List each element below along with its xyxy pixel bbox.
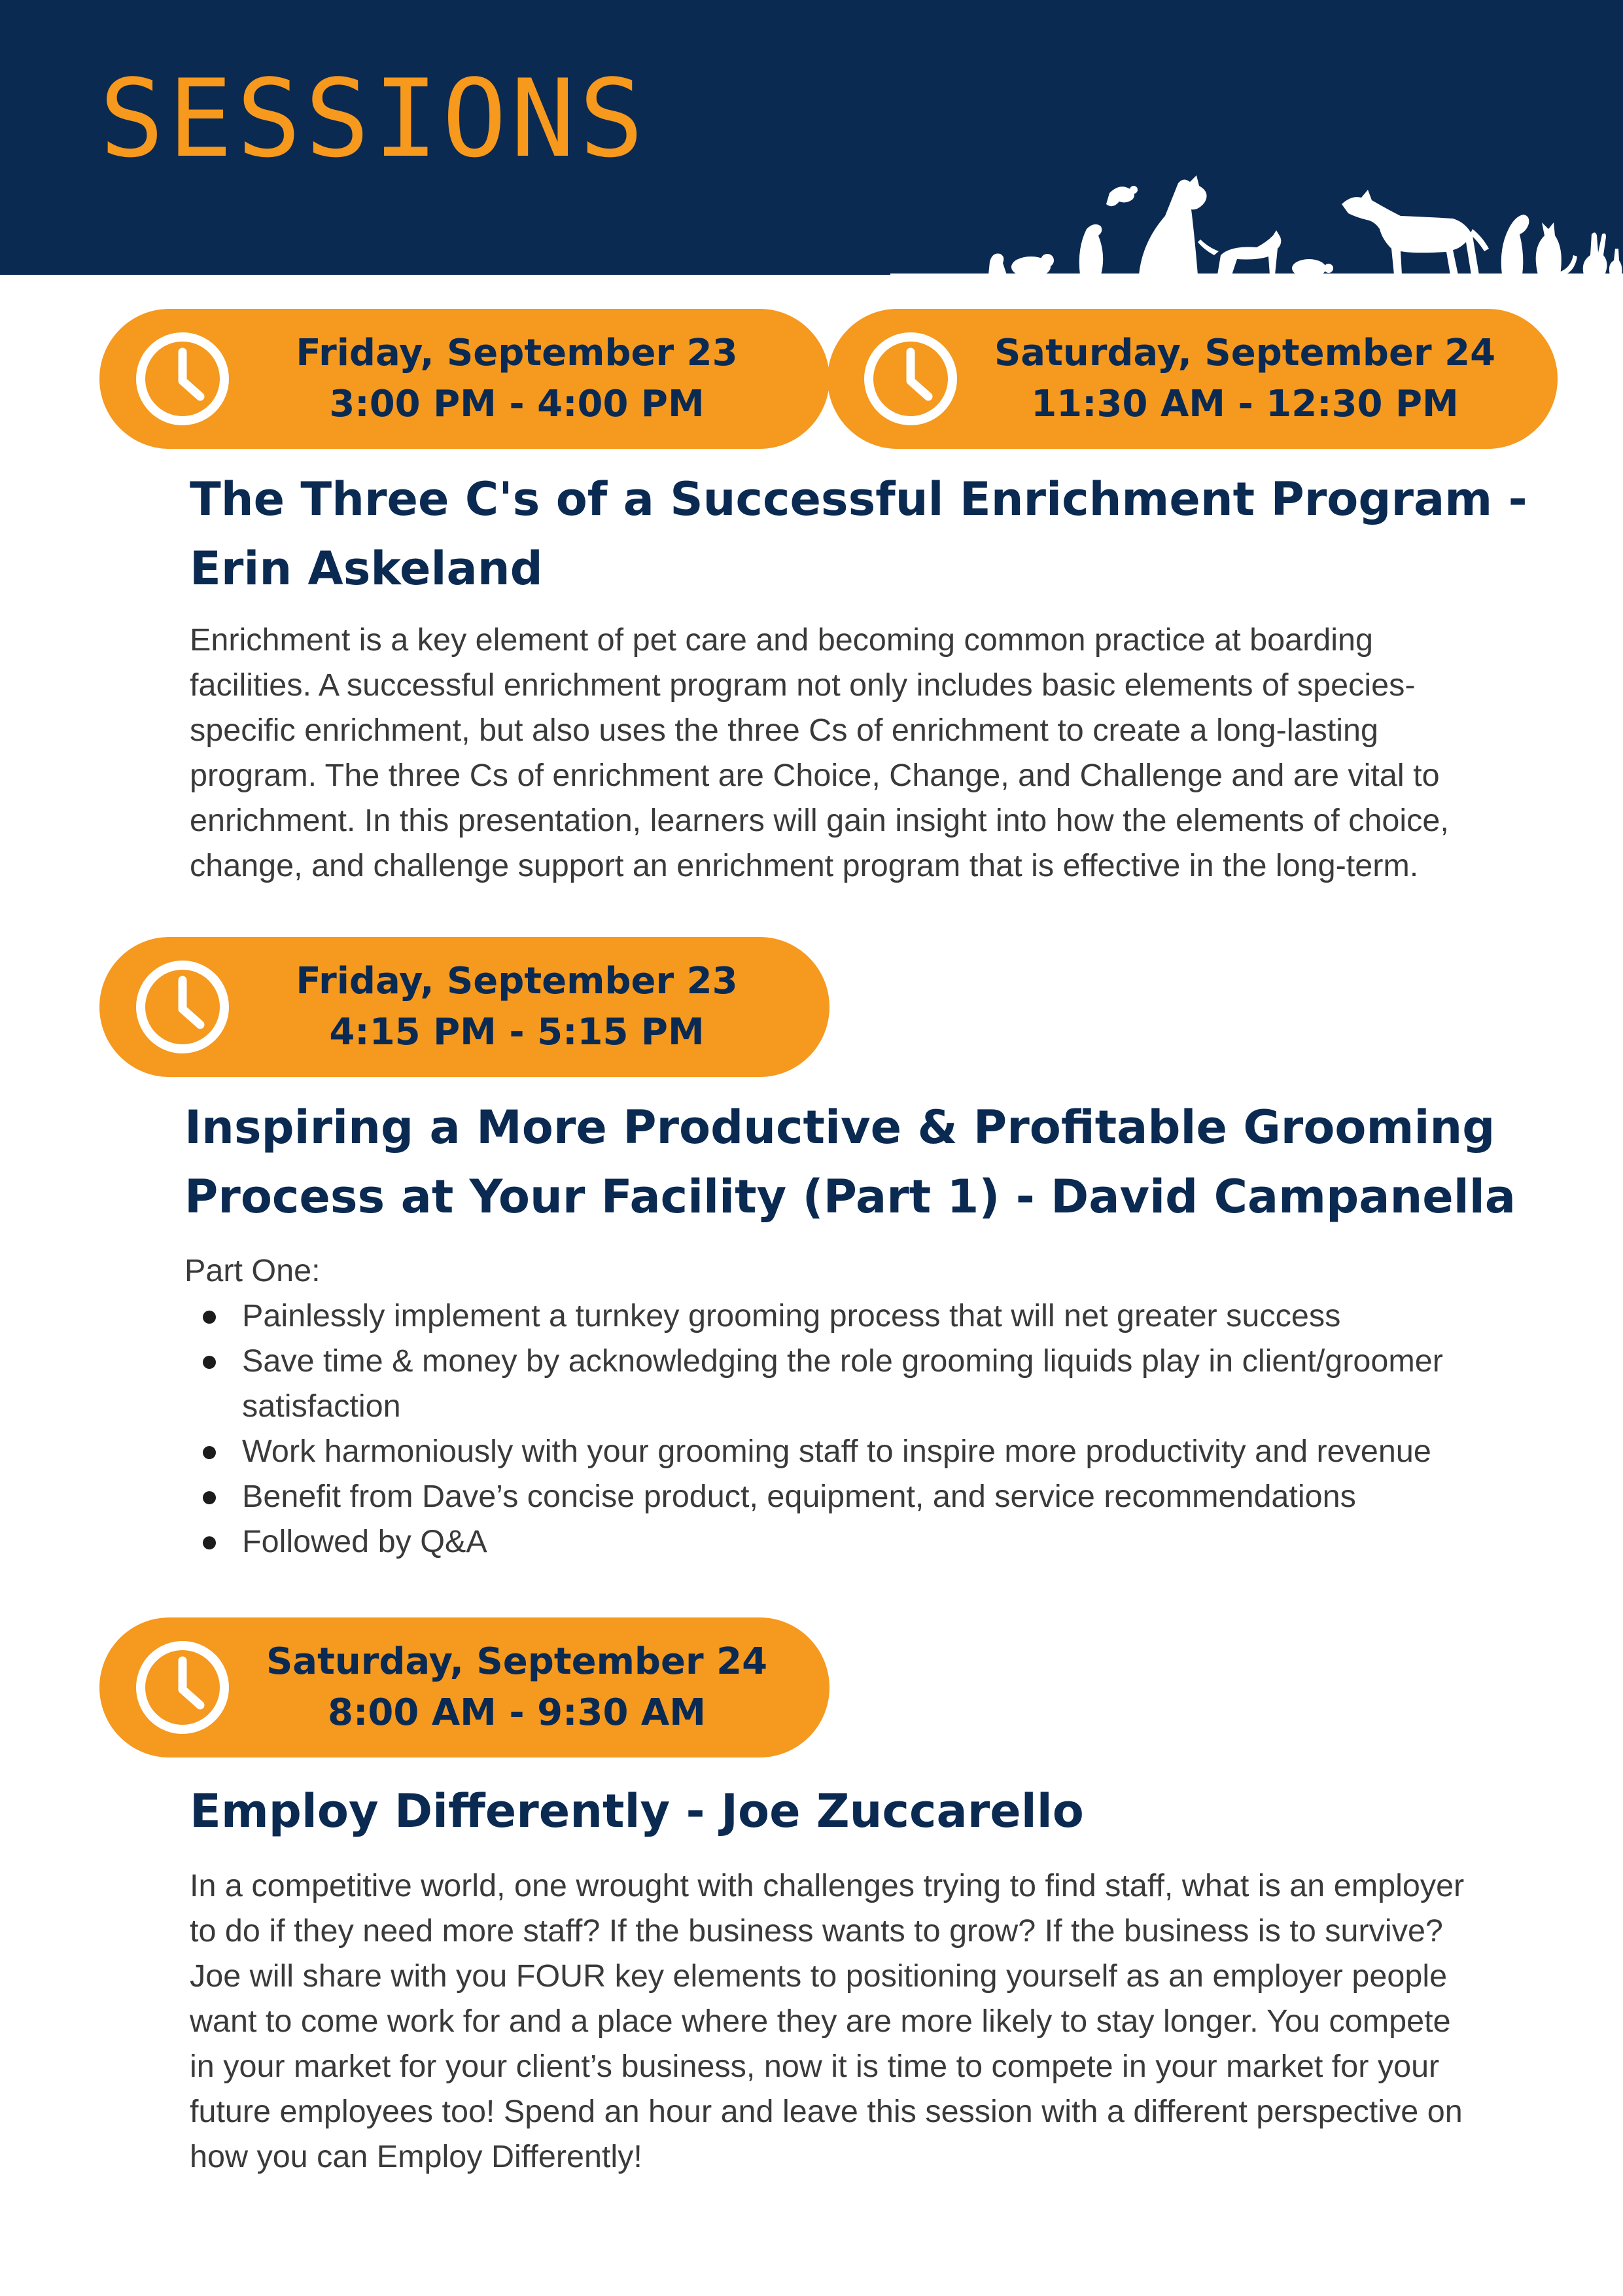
title-line: Process at Your Facility (Part 1) - David Campanella bbox=[184, 1170, 1516, 1224]
description-line: want to come work for and a place where they are more likely to stay longer. You compete bbox=[190, 2004, 1451, 2039]
title-line: Inspiring a More Productive & Profitable Grooming bbox=[184, 1101, 1495, 1154]
bullet-icon bbox=[203, 1491, 216, 1504]
session1-time-text-1 bbox=[230, 309, 803, 449]
session-time: 4:15 PM - 5:15 PM bbox=[329, 1011, 705, 1053]
description-line: In a competitive world, one wrought with challenges trying to find staff, what is an employer bbox=[190, 1868, 1465, 1903]
clock-icon bbox=[863, 331, 958, 427]
session-date: Saturday, September 24 bbox=[266, 1640, 768, 1683]
session1-time-badge-1 bbox=[99, 309, 829, 449]
session-time: 3:00 PM - 4:00 PM bbox=[329, 383, 705, 425]
session1-time-badge-2 bbox=[828, 309, 1558, 449]
bullet-icon bbox=[203, 1536, 216, 1549]
description-line: program. The three Cs of enrichment are Choice, Change, and Challenge and are vital to bbox=[190, 758, 1440, 793]
list-item: Save time & money by acknowledging the role grooming liquids play in client/groomer satisfaction bbox=[203, 1339, 1550, 1429]
session-date: Saturday, September 24 bbox=[994, 332, 1496, 374]
bullet-icon bbox=[203, 1356, 216, 1369]
session1-description bbox=[190, 618, 1537, 889]
animals-silhouette-icon bbox=[890, 164, 1623, 278]
session2-time-text bbox=[230, 937, 803, 1077]
session1-title bbox=[190, 465, 1531, 603]
list-item: Followed by Q&A bbox=[203, 1519, 1550, 1564]
session-time: 11:30 AM - 12:30 PM bbox=[1031, 383, 1459, 425]
page-title: SESSIONS bbox=[99, 56, 648, 181]
bullet-icon bbox=[203, 1446, 216, 1459]
description-line: Enrichment is a key element of pet care and becoming common practice at boarding bbox=[190, 622, 1373, 658]
clock-icon bbox=[135, 331, 230, 427]
session-date: Friday, September 23 bbox=[296, 960, 738, 1002]
session2-intro: Part One: bbox=[184, 1253, 321, 1288]
title-line: Erin Askeland bbox=[190, 542, 543, 595]
bullet-icon bbox=[203, 1311, 216, 1324]
description-line: in your market for your client’s business, now it is time to compete in your market for your bbox=[190, 2049, 1440, 2084]
description-line: specific enrichment, but also uses the three Cs of enrichment to create a long-lasting bbox=[190, 713, 1378, 748]
clock-icon bbox=[135, 1640, 230, 1735]
title-line: The Three C's of a Successful Enrichment Program - bbox=[190, 472, 1527, 526]
session2-bullet-list bbox=[203, 1294, 1550, 1564]
description-line: change, and challenge support an enrichment program that is effective in the long-term. bbox=[190, 848, 1419, 883]
session-time: 8:00 AM - 9:30 AM bbox=[328, 1691, 706, 1734]
session2-title bbox=[184, 1093, 1526, 1231]
description-line: to do if they need more staff? If the business wants to grow? If the business is to survive? bbox=[190, 1913, 1443, 1949]
list-item: Benefit from Dave’s concise product, equipment, and service recommendations bbox=[203, 1474, 1550, 1519]
list-item: Work harmoniously with your grooming staff to inspire more productivity and revenue bbox=[203, 1429, 1550, 1474]
description-line: how you can Employ Differently! bbox=[190, 2139, 642, 2174]
description-line: enrichment. In this presentation, learners will gain insight into how the elements of choice, bbox=[190, 803, 1449, 838]
session1-time-text-2 bbox=[958, 309, 1531, 449]
session3-time-badge bbox=[99, 1617, 829, 1757]
session3-time-text bbox=[230, 1617, 803, 1757]
session3-title: Employ Differently - Joe Zuccarello bbox=[190, 1784, 1084, 1838]
session2-time-badge bbox=[99, 937, 829, 1077]
description-line: Joe will share with you FOUR key elements to positioning yourself as an employer people bbox=[190, 1958, 1448, 1994]
description-line: future employees too! Spend an hour and leave this session with a different perspective on bbox=[190, 2094, 1463, 2129]
description-line: facilities. A successful enrichment program not only includes basic elements of species- bbox=[190, 667, 1416, 703]
header-banner bbox=[0, 0, 1623, 275]
session3-description bbox=[190, 1863, 1537, 2180]
clock-icon bbox=[135, 959, 230, 1055]
session-date: Friday, September 23 bbox=[296, 332, 738, 374]
list-item: Painlessly implement a turnkey grooming process that will net greater success bbox=[203, 1294, 1550, 1339]
